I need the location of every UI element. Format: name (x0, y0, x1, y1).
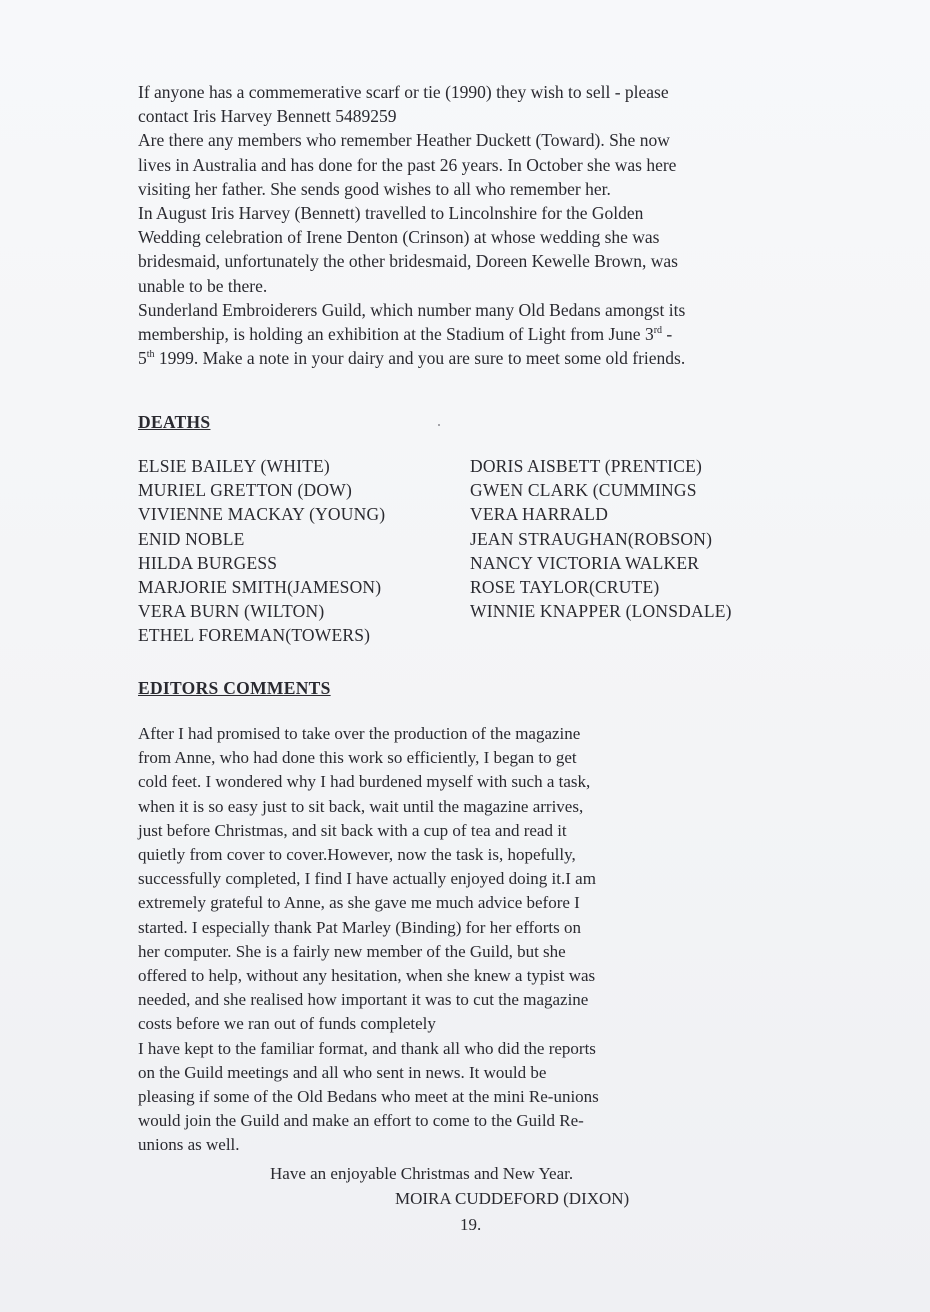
editors-comments-body (138, 722, 738, 1158)
text-line: bridesmaid, unfortunately the other bridesmaid, Doreen Kewelle Brown, was (138, 251, 678, 272)
text-line: started. I especially thank Pat Marley (Binding) for her efforts on (138, 917, 581, 937)
deceased-name: VERA HARRALD (470, 504, 609, 525)
text-fragment: 1999. Make a note in your dairy and you are sure to meet some old friends. (154, 348, 686, 369)
text-line: offered to help, without any hesitation, when she knew a typist was (138, 966, 596, 986)
text-line: when it is so easy just to sit back, wait until the magazine arrives, (138, 796, 584, 816)
text-line: on the Guild meetings and all who sent in news. It would be (138, 1062, 547, 1082)
deceased-name: ELSIE BAILEY (WHITE) (138, 456, 330, 476)
text-fragment: - (662, 324, 673, 345)
deceased-name: ENID NOBLE (138, 528, 245, 549)
exhibition-line (138, 346, 798, 370)
text-line: from Anne, who had done this work so efficiently, I began to get (138, 748, 577, 768)
scan-speck (438, 424, 440, 426)
deceased-name: HILDA BURGESS (138, 552, 278, 573)
deaths-heading: DEATHS (138, 412, 211, 432)
text-fragment: 5 (138, 348, 147, 369)
deceased-name: VERA BURN (WILTON) (138, 601, 325, 622)
deceased-name: MURIEL GRETTON (DOW) (138, 480, 352, 501)
text-line: If anyone has a commemerative scarf or tie (1990) they wish to sell - please (138, 82, 669, 102)
text-fragment: membership, is holding an exhibition at the Stadium of Light from June 3 (138, 324, 654, 345)
page-number: 19. (460, 1215, 482, 1234)
text-line: contact Iris Harvey Bennett 5489259 (138, 106, 397, 127)
text-line: pleasing if some of the Old Bedans who meet at the mini Re-unions (138, 1087, 599, 1107)
deceased-name: MARJORIE SMITH(JAMESON) (138, 577, 382, 598)
text-line: In August Iris Harvey (Bennett) travelled to Lincolnshire for the Golden (138, 203, 644, 224)
ordinal-suffix: th (146, 349, 155, 361)
editors-comments-heading: EDITORS COMMENTS (138, 678, 331, 698)
deceased-name: WINNIE KNAPPER (LONSDALE) (470, 601, 732, 622)
text-line: Wedding celebration of Irene Denton (Crinson) at whose wedding she was (138, 227, 660, 248)
editor-signature: MOIRA CUDDEFORD (DIXON) (395, 1189, 630, 1208)
deceased-name: ETHEL FOREMAN(TOWERS) (138, 625, 371, 646)
text-line: After I had promised to take over the production of the magazine (138, 724, 581, 743)
text-line: unions as well. (138, 1135, 240, 1155)
deceased-name: GWEN CLARK (CUMMINGS (470, 480, 697, 501)
deaths-list-right (470, 454, 732, 623)
deceased-name: ROSE TAYLOR(CRUTE) (470, 577, 660, 598)
text-line: Sunderland Embroiderers Guild, which number many Old Bedans amongst its (138, 299, 686, 320)
ordinal-suffix: rd (653, 325, 663, 337)
text-line: quietly from cover to cover.However, now the task is, hopefully, (138, 845, 576, 865)
text-line: cold feet. I wondered why I had burdened myself with such a task, (138, 772, 591, 792)
text-line: would join the Guild and make an effort to come to the Guild Re- (138, 1111, 584, 1131)
deceased-name: JEAN STRAUGHAN(ROBSON) (470, 528, 713, 549)
deceased-name: NANCY VICTORIA WALKER (470, 552, 700, 573)
text-line: successfully completed, I find I have actually enjoyed doing it.I am (138, 869, 596, 889)
text-line: just before Christmas, and sit back with a cup of tea and read it (138, 820, 567, 840)
text-line: visiting her father. She sends good wishes to all who remember her. (138, 178, 611, 199)
deceased-name: DORIS AISBETT (PRENTICE) (470, 456, 702, 476)
exhibition-line (138, 322, 798, 346)
text-line: costs before we ran out of funds completely (138, 1014, 436, 1034)
text-line: lives in Australia and has done for the past 26 years. In October she was here (138, 154, 677, 175)
deceased-name: VIVIENNE MACKAY (YOUNG) (138, 504, 386, 525)
text-line: unable to be there. (138, 275, 268, 296)
deaths-list-left (138, 454, 385, 648)
text-line: extremely grateful to Anne, as she gave me much advice before I (138, 893, 580, 913)
news-paragraphs (138, 80, 798, 370)
text-line: needed, and she realised how important it was to cut the magazine (138, 990, 589, 1010)
text-line: I have kept to the familiar format, and thank all who did the reports (138, 1038, 596, 1058)
text-line: her computer. She is a fairly new member of the Guild, but she (138, 941, 566, 961)
closing-greeting: Have an enjoyable Christmas and New Year. (270, 1164, 574, 1183)
text-line: Are there any members who remember Heather Duckett (Toward). She now (138, 130, 670, 151)
